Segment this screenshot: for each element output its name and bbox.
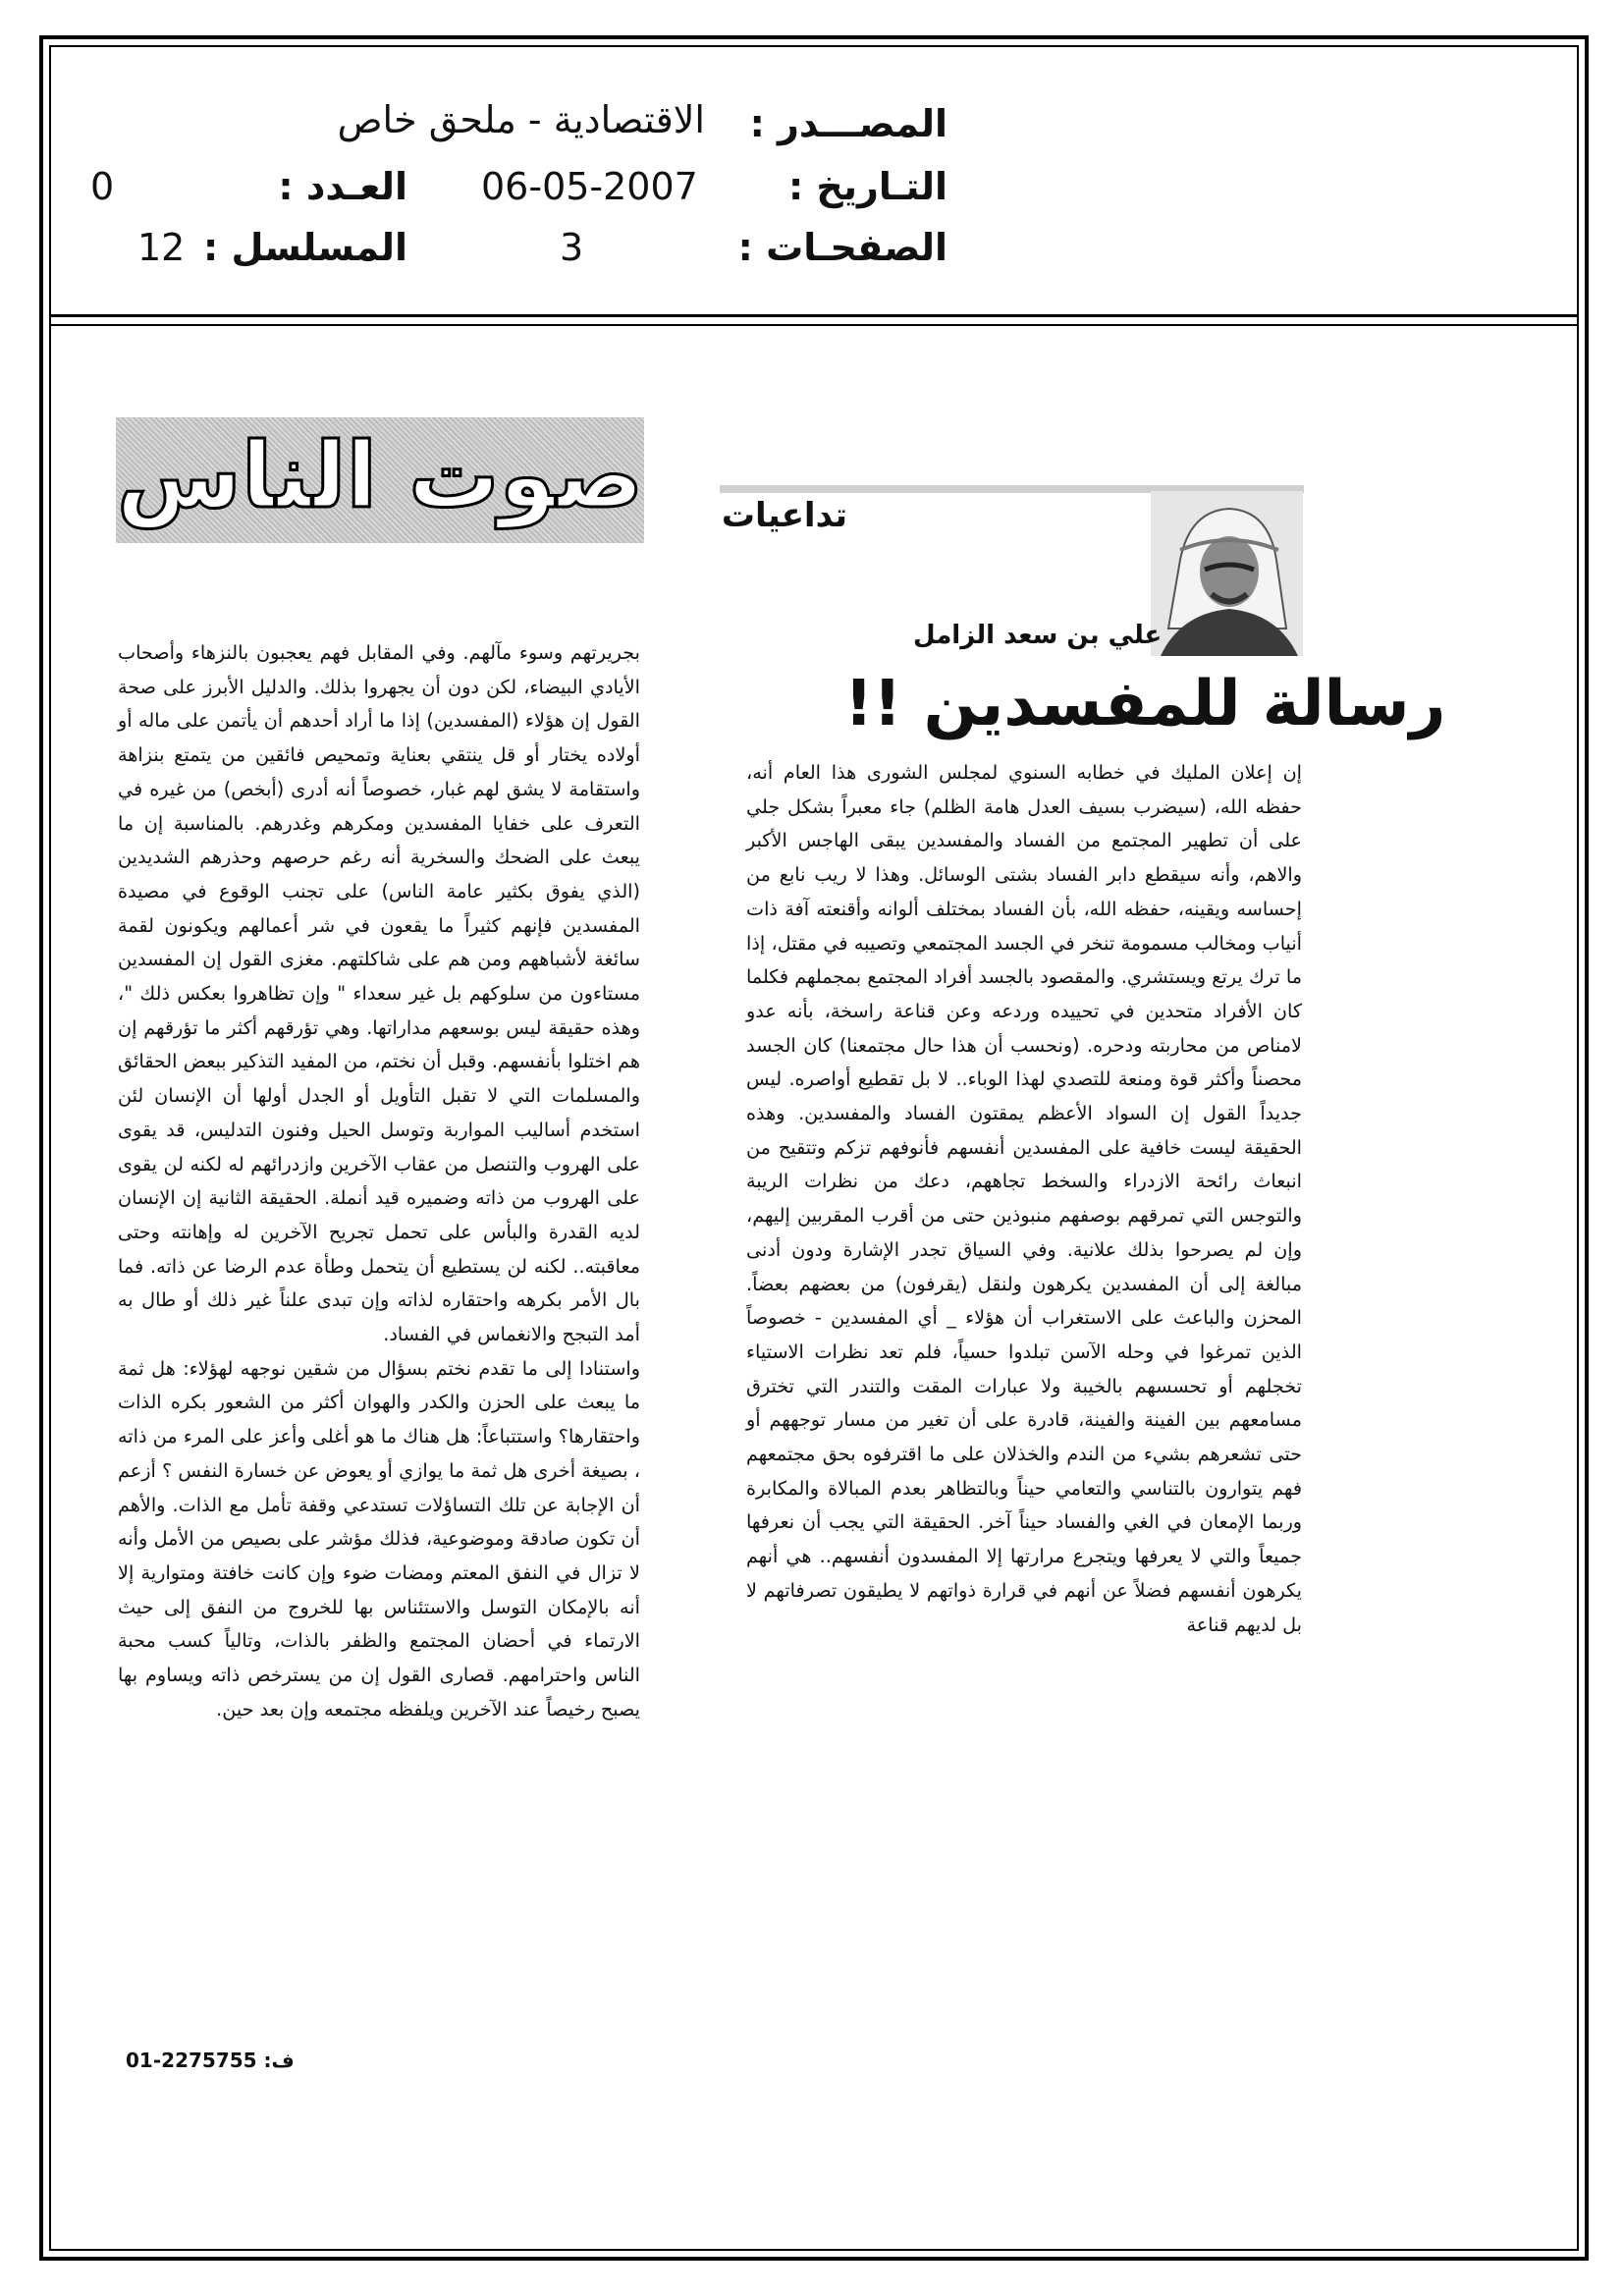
left-article-column: [118, 636, 640, 1727]
source-value: الاقتصادية - ملحق خاص: [337, 98, 705, 141]
serial-value: 12: [137, 226, 186, 269]
article-title: رسالة للمفسدين !!: [844, 668, 1446, 740]
issue-label: العـدد :: [278, 165, 407, 208]
date-value: 06-05-2007: [481, 165, 698, 208]
column-label: تداعيات: [721, 496, 847, 535]
section-title: صوت الناس: [116, 423, 644, 528]
left-paragraph: بجريرتهم وسوء مآلهم. وفي المقابل فهم يعجبون بالنزهاء وأصحاب الأيادي البيضاء، لكن دون أن يجهروا بذلك. والدليل الأبرز على صحة القول إن هؤلاء (المفسدين) إذا ما أراد أحدهم أن يأتمن على ماله أو أولاده يختار أو قل ينتقي بعناية وتمحيص فائقين من يتمتع بنزاهة واستقامة لا يشق لهم غبار، خصوصاً أنه أدرى (أبخص) من غيره في التعرف على خفايا المفسدين ومكرهم وغدرهم. بالمناسبة إن ما يبعث على الضحك والسخرية أنه رغم حرصهم وحذرهم الشديدين (الذي يفوق بكثير عامة الناس) على تجنب الوقوع في مصيدة المفسدين فإنهم كثيراً ما يقعون في شر أعمالهم ويكونون لقمة سائغة لأشباههم ومن هم على شاكلتهم. مغزى القول إن المفسدين مستاءون من سلوكهم بل غير سعداء " وإن تظاهروا بعكس ذلك "، وهذه حقيقة ليس بوسعهم مداراتها. وهي تؤرقهم أكثر ما تؤرقهم إن هم اختلوا بأنفسهم. وقبل أن نختم، من المفيد التذكير ببعض الحقائق والمسلمات التي لا تقبل التأويل أو الجدل أولها أن الإنسان لئن استخدم أساليب المواربة وتوسل الحيل وفنون التدليس، قد يقوى على الهروب والتنصل من عقاب الآخرين وازدرائهم له لكنه لن يقوى على الهروب من ذاته وضميره قيد أنملة. الحقيقة الثانية إن الإنسان لديه القدرة والبأس على تحمل تجريح الآخرين له وإهانته وحتى معاقبته.. لكنه لن يستطيع أن يتحمل وطأة عدم الرضا عن ذاته. فما بال الأمر بكرهه واحتقاره لذاته وإن تبدى علناً غير ذلك أو طال به أمد التبجح والانغماس في الفساد.: [118, 641, 640, 1346]
section-title-banner: [116, 417, 644, 543]
issue-value: 0: [90, 165, 115, 208]
pages-value: 3: [560, 226, 584, 269]
author-name: علي بن سعد الزامل: [913, 621, 1163, 650]
date-label: التـاريخ :: [787, 165, 947, 208]
source-label: المصـــدر :: [749, 102, 947, 145]
right-paragraph: إن إعلان المليك في خطابه السنوي لمجلس الشورى هذا العام أنه، حفظه الله، (سيضرب بسيف العدل هامة الظلم) جاء معبراً بشكل جلي على أن تطهير المجتمع من الفساد والمفسدين يبقى الهاجس الأكبر والاهم، وأنه سيقطع دابر الفساد بشتى الوسائل. وهذا لا ريب نابع من إحساسه ويقينه، حفظه الله، بأن الفساد بمختلف ألوانه وأقنعته آفة ذات أنياب ومخالب مسمومة تنخر في الجسد المجتمعي وتصيبه في مقتل، إذا ما ترك يرتع ويستشري. والمقصود بالجسد أفراد المجتمع بمجملهم فكلما كان الأفراد متحدين في تحييده وردعه وعن قناعة راسخة، بأنه عدو لامناص من محاربته ودحره. (ونحسب أن هذا حال مجتمعنا) كان الجسد محصناً وأكثر قوة ومنعة للتصدي لهذا الوباء.. لا بل تقطيع أواصره. ليس جديداً القول إن السواد الأعظم يمقتون الفساد والمفسدين. وهذه الحقيقة ليست خافية على المفسدين أنفسهم فأنوفهم تزكم وتتقيح من انبعاث رائحة الازدراء والسخط تجاههم، دعك من نظرات الريبة والتوجس التي تمرقهم بوصفهم منبوذين حتى من أقرب المقربين إليهم، وإن لم يصرحوا بذلك علانية. وفي السياق تجدر الإشارة ودون أدنى مبالغة إلى أن المفسدين يكرهون ولنقل (يقرفون) من بعضهم بعضاً. المحزن والباعث على الاستغراب أن هؤلاء _ أي المفسدين - خصوصاً الذين تمرغوا في وحله الآسن تبلدوا حسياً، فلم تعد نظرات الاستياء تخجلهم أو تحسسهم بالخيبة ولا عبارات المقت والتندر التي تخترق مسامعهم بين الفينة والفينة، قادرة على أن تغير من مسار توجههم أو حتى تشعرهم بشيء من الندم والخذلان على ما اقترفوه بحق مجتمعهم فهم يتوارون بالتناسي والتعامي حيناً وبالتظاهر بعدم المبالاة والمكابرة وربما الإمعان في الغي والفساد حيناً آخر. الحقيقة التي يجب أن نعرفها جميعاً والتي لا يعرفها ويتجرع مرارتها إلا المفسدون أنفسهم.. هي أنهم يكرهون أنفسهم فضلاً عن أنهم في قرارة ذواتهم لا يطيقون تصرفاتهم لا بل لديهم قناعة: [746, 761, 1302, 1636]
right-article-column: [746, 756, 1302, 1642]
header-divider: [49, 314, 1579, 317]
author-portrait-icon: [1151, 491, 1303, 656]
fax-number: ف: 2275755-01: [126, 2049, 295, 2072]
author-photo: [1151, 491, 1303, 656]
header-divider-inner: [49, 324, 1579, 326]
left-paragraph: واستنادا إلى ما تقدم نختم بسؤال من شقين نوجهه لهؤلاء: هل ثمة ما يبعث على الحزن والكدر والهوان أكثر من الشعور بكره الذات واحتقارها؟ واستتباعاً: هل هناك ما هو أغلى وأعز على المرء من ذاته ، بصيغة أخرى هل ثمة ما يوازي أو يعوض عن خسارة النفس ؟ أزعم أن الإجابة عن تلك التساؤلات تستدعي وقفة تأمل مع الذات. والأهم أن تكون صادقة وموضوعية، فذلك مؤشر على بصيص من الأمل وأنه لا تزال في النفق المعتم ومضات ضوء وإن كانت خافتة ومتوارية إلا أنه بالإمكان التوسل والاستئناس بها للخروج من النفق إلى حيث الارتماء في أحضان المجتمع والظفر بالذات، وتالياً كسب محبة الناس واحترامهم. قصارى القول إن من يسترخص ذاته ويساوم بها يصبح رخيصاً عند الآخرين ويلفظه مجتمعه وإن بعد حين.: [118, 1356, 640, 1721]
serial-label: المسلسل :: [203, 226, 407, 269]
pages-label: الصفحـات :: [737, 226, 947, 269]
